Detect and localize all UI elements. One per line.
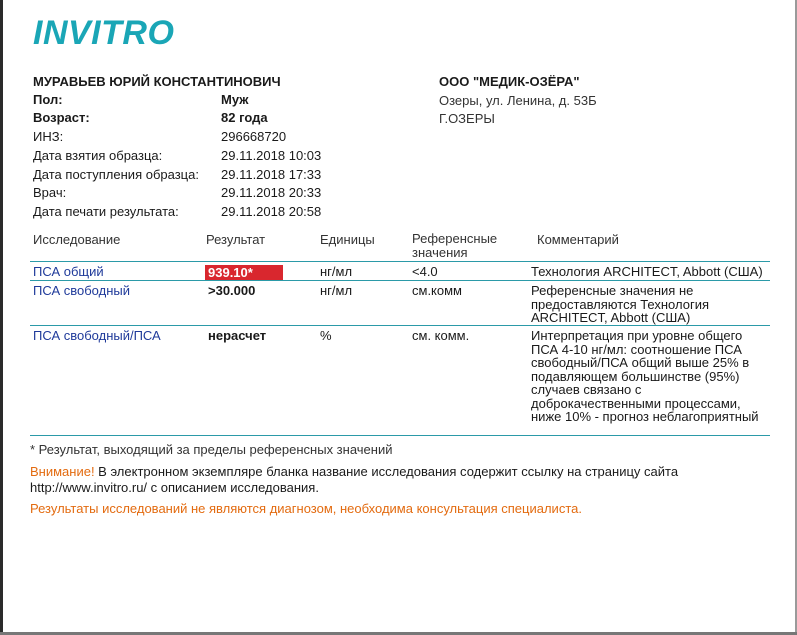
row3-comment: Интерпретация при уровне общего ПСА 4-10 нг/мл: соотношение ПСА свободный/ПСА общий выше 25% в подавляющем большинстве (95%) случаев связано с доброкачественными процессами, ниже 10% - прогноз неблагоприятный <box>531 328 759 424</box>
row1-units: нг/мл <box>320 264 353 279</box>
table-header-divider <box>30 261 770 262</box>
field-value-receipt-date: 29.11.2018 17:33 <box>221 167 322 182</box>
row1-divider <box>30 280 770 281</box>
notice-text-2: с описанием исследования. <box>147 480 319 495</box>
row2-comment: Референсные значения не предоставляются Технология ARCHITECT, Abbott (США) <box>531 283 710 325</box>
row2-result: >30.000 <box>208 283 256 298</box>
invitro-logo: INVITRO <box>33 14 175 52</box>
row3-reference: см. комм. <box>412 328 470 343</box>
field-label-receipt-date: Дата поступления образца: <box>33 167 199 182</box>
patient-name: МУРАВЬЕВ ЮРИЙ КОНСТАНТИНОВИЧ <box>33 74 281 89</box>
field-label-inz: ИНЗ: <box>33 129 64 144</box>
clinic-city: Г.ОЗЕРЫ <box>439 111 495 126</box>
field-label-sex: Пол: <box>33 92 63 107</box>
clinic-address: Озеры, ул. Ленина, д. 53Б <box>439 93 597 108</box>
row1-result-value: 939.10* <box>205 265 283 280</box>
notice-text-1: В электронном экземпляре бланка название исследования содержит ссылку на страницу сайта <box>94 464 679 479</box>
header-units: Единицы <box>320 232 375 247</box>
header-study: Исследование <box>33 232 121 247</box>
field-value-sex: Муж <box>221 92 249 107</box>
field-label-age: Возраст: <box>33 110 90 125</box>
invitro-site-link[interactable]: http://www.invitro.ru/ <box>30 480 148 495</box>
row3-units: % <box>320 328 332 343</box>
row2-reference: см.комм <box>412 283 462 298</box>
field-label-doctor: Врач: <box>33 185 67 200</box>
header-result: Результат <box>206 232 266 247</box>
field-value-sample-date: 29.11.2018 10:03 <box>221 148 322 163</box>
row2-study-link[interactable]: ПСА свободный <box>33 283 130 298</box>
notice-label: Внимание! <box>30 464 95 479</box>
field-label-print-date: Дата печати результата: <box>33 204 179 219</box>
row2-divider <box>30 325 770 326</box>
field-value-inz: 296668720 <box>221 129 287 144</box>
field-value-age: 82 года <box>221 110 268 125</box>
field-value-doctor: 29.11.2018 20:33 <box>221 185 322 200</box>
header-reference: Референсные значения <box>412 231 498 260</box>
row2-units: нг/мл <box>320 283 353 298</box>
field-value-print-date: 29.11.2018 20:58 <box>221 204 322 219</box>
clinic-name: ООО "МЕДИК-ОЗЁРА" <box>439 74 580 89</box>
row1-study-link[interactable]: ПСА общий <box>33 264 104 279</box>
row1-comment: Технология ARCHITECT, Abbott (США) <box>531 264 763 279</box>
row3-divider <box>30 435 770 436</box>
notice-line-2 <box>30 479 319 497</box>
disclaimer: Результаты исследований не являются диагнозом, необходима консультация специалиста. <box>30 501 582 516</box>
row3-study-link[interactable]: ПСА свободный/ПСА <box>33 328 161 343</box>
field-label-sample-date: Дата взятия образца: <box>33 148 163 163</box>
header-comment: Комментарий <box>537 232 619 247</box>
row3-result: нерасчет <box>208 328 267 343</box>
footnote: * Результат, выходящий за пределы референсных значений <box>30 442 393 457</box>
page-border-left <box>0 0 3 635</box>
row1-reference: <4.0 <box>412 264 438 279</box>
